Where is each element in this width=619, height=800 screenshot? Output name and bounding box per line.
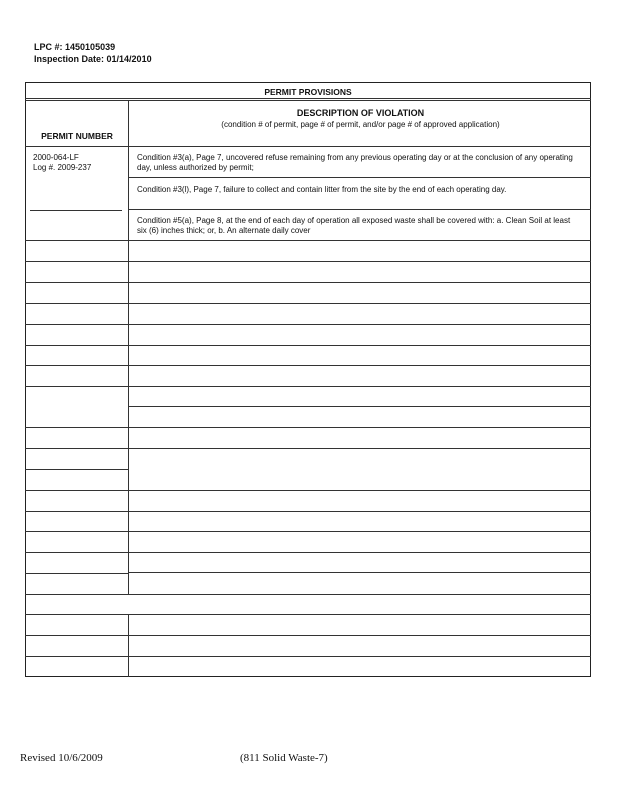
row-line bbox=[25, 324, 591, 325]
revised-date: Revised 10/6/2009 bbox=[20, 752, 103, 764]
row-line bbox=[25, 261, 591, 262]
lpc-label: LPC #: bbox=[34, 42, 63, 52]
violation-3: Condition #5(a), Page 8, at the end of each day of operation all exposed waste shall be covered with: a. Clean Soil at least six (6) inches thick; or, b. An alternate daily cover bbox=[137, 216, 571, 235]
row-line bbox=[25, 552, 591, 553]
row-line bbox=[25, 531, 591, 532]
column-divider bbox=[128, 100, 129, 594]
title-divider bbox=[25, 98, 591, 99]
row-line bbox=[25, 386, 591, 387]
col-desc-header: DESCRIPTION OF VIOLATION bbox=[296, 108, 425, 118]
title-divider-2 bbox=[25, 100, 591, 101]
col-permit-header: PERMIT NUMBER bbox=[41, 131, 113, 141]
row-line bbox=[25, 656, 591, 657]
row-line-left bbox=[30, 210, 122, 211]
row-line bbox=[128, 406, 591, 407]
inspection-label: Inspection Date: bbox=[34, 54, 105, 64]
row-line bbox=[25, 365, 591, 366]
row-line bbox=[25, 345, 591, 346]
lpc-number bbox=[34, 42, 115, 52]
row-line bbox=[25, 240, 591, 241]
col-desc-subheader: (condition # of permit, page # of permit, and/or page # of approved application) bbox=[221, 120, 500, 129]
inspection-value: 01/14/2010 bbox=[106, 54, 152, 64]
row-line bbox=[128, 572, 591, 573]
row-line bbox=[25, 490, 591, 491]
violation-1: Condition #3(a), Page 7, uncovered refuse remaining from any previous operating day or at the conclusion of any operating day, unless authorized by permit; bbox=[137, 153, 573, 172]
row-line bbox=[25, 573, 128, 574]
row-line bbox=[25, 282, 591, 283]
row-line bbox=[25, 635, 591, 636]
form-id: (811 Solid Waste-7) bbox=[240, 752, 328, 764]
column-divider-lower bbox=[128, 614, 129, 677]
row-line bbox=[25, 614, 591, 615]
section-title: PERMIT PROVISIONS bbox=[264, 87, 352, 97]
log-number: Log #. 2009-237 bbox=[33, 163, 92, 172]
row-line bbox=[128, 209, 591, 210]
row-line bbox=[25, 469, 128, 470]
lpc-value: 1450105039 bbox=[65, 42, 116, 52]
violation-2: Condition #3(l), Page 7, failure to collect and contain litter from the site by the end of each operating day. bbox=[137, 185, 507, 194]
row-line bbox=[25, 303, 591, 304]
row-line bbox=[25, 594, 591, 595]
permit-number: 2000-064-LF bbox=[33, 153, 79, 162]
inspection-date bbox=[34, 54, 152, 64]
row-line bbox=[25, 448, 591, 449]
row-line bbox=[25, 511, 591, 512]
row-line bbox=[25, 427, 591, 428]
row-line bbox=[128, 177, 591, 178]
header-divider bbox=[25, 146, 591, 147]
